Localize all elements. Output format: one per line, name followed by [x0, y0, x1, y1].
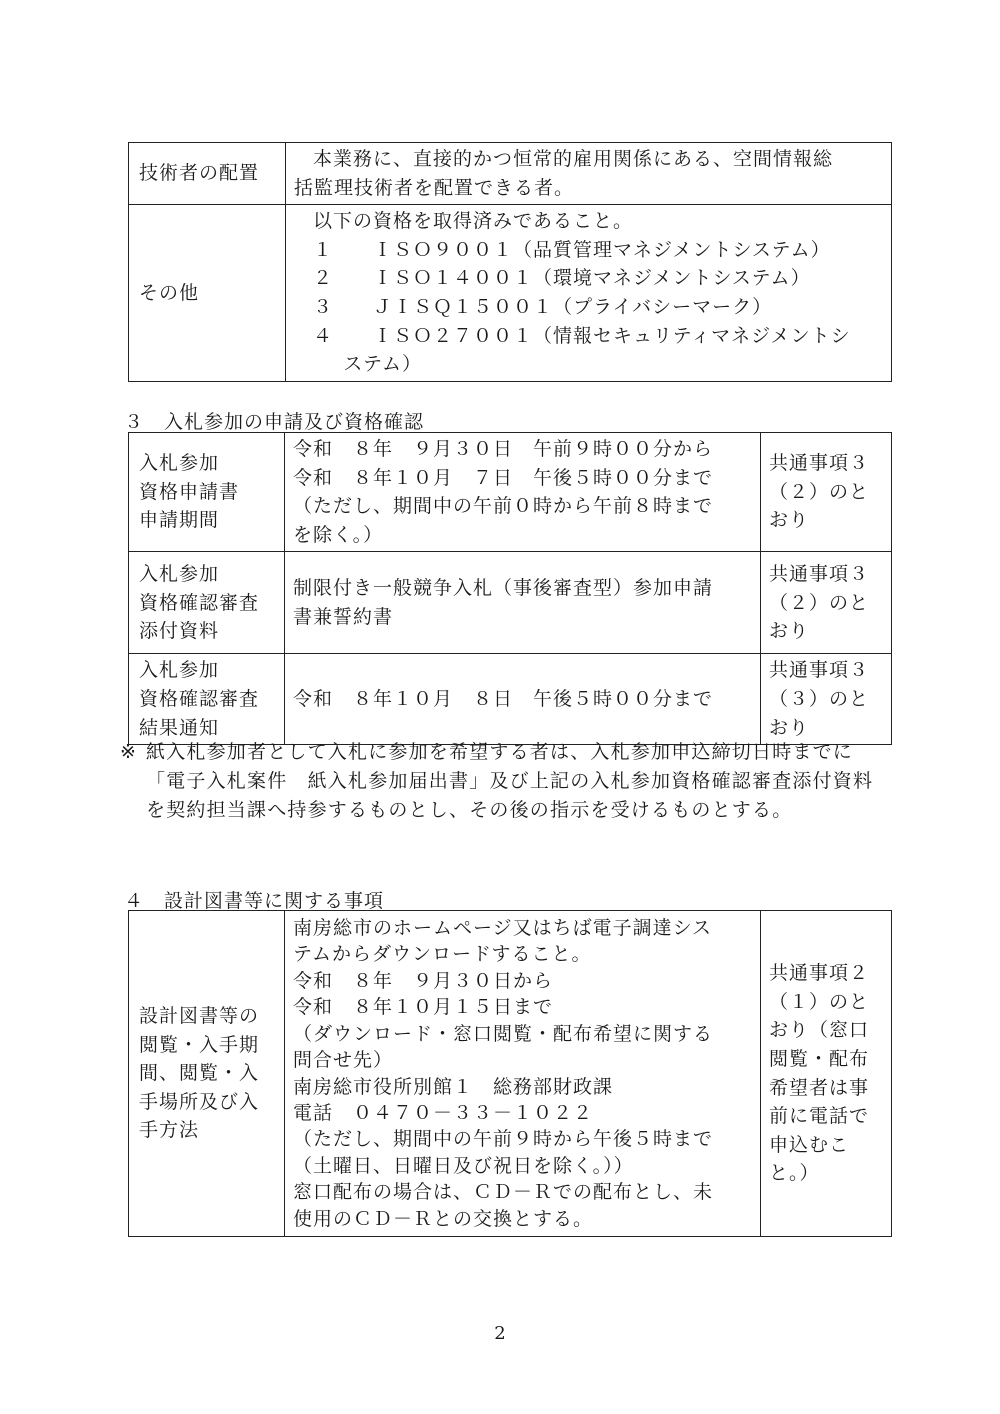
content-line: 書兼誓約書	[293, 605, 394, 628]
content-line: 問合せ先）	[293, 1049, 394, 1072]
content-line: 南房総市のホームページ又はちば電子調達シス	[293, 917, 713, 940]
content-line: （ただし、期間中の午前０時から午前８時まで	[293, 495, 714, 518]
label-line: 資格申請書	[139, 480, 240, 503]
content-line: 制限付き一般競争入札（事後審査型）参加申請	[293, 577, 714, 600]
application-table	[128, 432, 892, 745]
item-number: １	[313, 238, 334, 261]
content-line: 使用のＣＤ－Ｒとの交換とする。	[293, 1207, 594, 1230]
note-mark: ※	[120, 741, 138, 763]
table-row	[129, 205, 892, 382]
table-row	[129, 143, 892, 205]
row-label	[129, 552, 285, 654]
row-content	[285, 911, 761, 1237]
design-documents-table	[128, 910, 892, 1237]
table-row	[129, 654, 892, 745]
row-content	[285, 552, 761, 654]
label-line: 間、閲覧・入	[139, 1062, 260, 1085]
list-item-continuation: ステム）	[343, 353, 423, 376]
list-item	[294, 293, 883, 322]
label-line: 設計図書等の	[139, 1005, 260, 1028]
other-intro: 以下の資格を取得済みであること。	[313, 210, 634, 233]
row-reference	[761, 911, 892, 1237]
ref-line: 共通事項３	[769, 452, 870, 475]
label-line: 入札参加	[139, 452, 220, 475]
content-line: （ただし、期間中の午前９時から午後５時まで	[293, 1128, 714, 1151]
ref-line: おり（窓口	[769, 1019, 870, 1042]
list-item	[294, 236, 883, 265]
row-label	[129, 654, 285, 745]
section-4-heading: ４ 設計図書等に関する事項	[124, 890, 385, 912]
ref-line: 共通事項２	[769, 962, 870, 985]
ref-line: 閲覧・配布	[769, 1047, 870, 1070]
ref-line: おり	[769, 716, 810, 739]
ref-line: おり	[769, 509, 810, 532]
content-line: 令和 ８年１０月１５日まで	[293, 996, 554, 1019]
item-text: ＩＳＯ２７００１（情報セキュリティマネジメントシ	[373, 324, 851, 347]
ref-line: 希望者は事	[769, 1076, 870, 1099]
label-line: 入札参加	[139, 659, 220, 682]
row-reference	[761, 433, 892, 552]
content-line: （土曜日、日曜日及び祝日を除く。））	[293, 1154, 634, 1177]
label-line: 添付資料	[139, 620, 220, 643]
label-line: 結果通知	[139, 716, 220, 739]
content-line: テムからダウンロードすること。	[293, 943, 592, 966]
ref-line: おり	[769, 620, 810, 643]
ref-line: と。）	[769, 1162, 820, 1185]
qualification-table	[128, 142, 892, 382]
list-item	[294, 322, 883, 351]
label-line: 資格確認審査	[139, 591, 260, 614]
item-text: ＩＳＯ１４００１（環境マネジメントシステム）	[373, 267, 811, 290]
ref-line: 共通事項３	[769, 562, 870, 585]
label-other: その他	[129, 205, 286, 382]
ref-line: （２）のと	[769, 591, 870, 614]
label-line: 入札参加	[139, 562, 220, 585]
content-line: 令和 ８年 ９月３０日 午前９時００分から	[293, 438, 714, 460]
ref-line: 共通事項３	[769, 659, 870, 682]
ref-line: （３）のと	[769, 687, 870, 710]
item-text: ＩＳＯ９００１（品質管理マネジメントシステム）	[373, 238, 831, 261]
content-line: 令和 ８年１０月 ８日 午後５時００分まで	[293, 687, 714, 710]
content-line: 令和 ８年 ９月３０日から	[293, 969, 554, 992]
item-number: ２	[313, 267, 334, 290]
engineer-placement-content	[286, 143, 892, 205]
label-line: 資格確認審査	[139, 687, 260, 710]
label-line: 手場所及び入	[139, 1090, 260, 1113]
row-reference	[761, 654, 892, 745]
row-content	[285, 654, 761, 745]
row-content	[285, 433, 761, 552]
content-line: （ダウンロード・窓口閲覧・配布希望に関する	[293, 1022, 714, 1045]
page-number: 2	[494, 1323, 506, 1344]
content-line: 南房総市役所別館１ 総務部財政課	[293, 1075, 614, 1098]
ref-line: （２）のと	[769, 480, 870, 503]
row-label	[129, 911, 285, 1237]
content-line: 括監理技術者を配置できる者。	[294, 176, 575, 199]
item-number: ３	[313, 295, 334, 318]
item-text: ＪＩＳＱ１５００１（プライバシーマーク）	[373, 295, 773, 318]
row-reference	[761, 552, 892, 654]
label-line: 申請期間	[139, 509, 220, 532]
content-line: 本業務に、直接的かつ恒常的雇用関係にある、空間情報総	[313, 148, 834, 170]
content-line: 令和 ８年１０月 ７日 午後５時００分まで	[293, 466, 714, 489]
table-row	[129, 433, 892, 552]
label-engineer-placement: 技術者の配置	[129, 143, 286, 205]
label-line: 閲覧・入手期	[139, 1033, 260, 1056]
label-line: 手方法	[139, 1119, 200, 1142]
other-content	[286, 205, 892, 382]
paper-bid-note	[120, 738, 890, 825]
item-number: ４	[313, 324, 334, 347]
content-line: を除く。）	[293, 523, 384, 546]
table-row	[129, 911, 892, 1237]
row-label	[129, 433, 285, 552]
ref-line: 申込むこ	[769, 1133, 850, 1156]
ref-line: 前に電話で	[769, 1105, 870, 1128]
content-line: 窓口配布の場合は、ＣＤ－Ｒでの配布とし、未	[293, 1181, 714, 1204]
table-row	[129, 552, 892, 654]
list-item	[294, 264, 883, 293]
note-text: 紙入札参加者として入札に参加を希望する者は、入札参加申込締切日時までに「電子入札案件 紙入札参加届出書」及び上記の入札参加資格確認審査添付資料を契約担当課へ持参するものとし、その後の指示を受けるものとする。	[146, 741, 874, 821]
content-line: 電話 ０４７０－３３－１０２２	[293, 1101, 594, 1124]
section-3-heading: ３ 入札参加の申請及び資格確認	[124, 411, 425, 433]
ref-line: （１）のと	[769, 990, 870, 1013]
